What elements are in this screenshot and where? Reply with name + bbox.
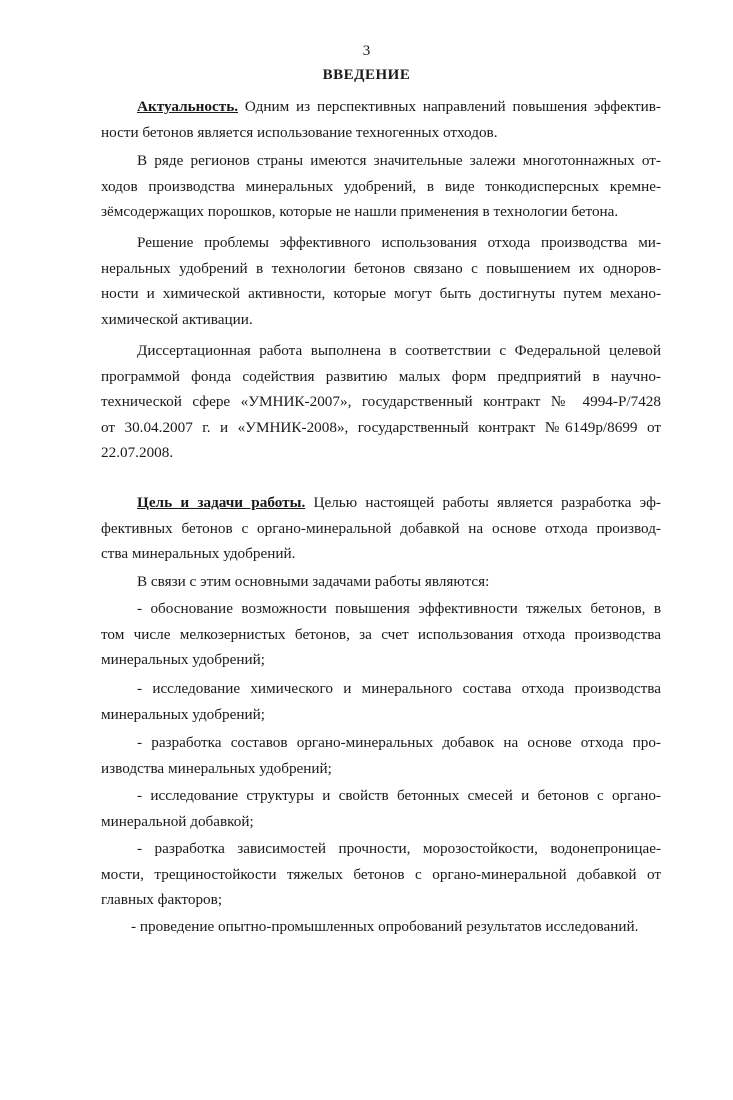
- text-line: химической активации.: [101, 310, 253, 328]
- text-line: В ряде регионов страны имеются значительные залежи многотоннажных от-: [137, 152, 661, 169]
- task-item: [101, 914, 661, 940]
- keyword-goals: Цель и задачи работы.: [137, 494, 306, 511]
- text-line: Решение проблемы эффективного использования отхода производства ми-: [137, 234, 661, 251]
- paragraph-dissertation: [101, 338, 661, 466]
- text-line: ства минеральных удобрений.: [101, 545, 296, 562]
- text-line: минеральных удобрений;: [101, 705, 265, 723]
- task-item: [101, 783, 661, 834]
- text-line: - обоснование возможности повышения эффективности тяжелых бетонов, в: [137, 600, 661, 617]
- text-line: [101, 490, 661, 516]
- paragraph-tasks-intro: [101, 569, 661, 595]
- text-line: В связи с этим основными задачами работы являются:: [137, 573, 490, 590]
- text-line: [101, 94, 661, 120]
- paragraph-goals: [101, 490, 661, 567]
- keyword-relevance: Актуальность.: [137, 98, 239, 115]
- text-line: ходов производства минеральных удобрений, в виде тонкодисперсных кремне-: [101, 177, 661, 195]
- text-line: том числе мелкозернистых бетонов, за счет использования отхода производства: [101, 625, 661, 643]
- text-line: технической сфере «УМНИК-2007», государственный контракт № 4994-Р/7428: [101, 393, 661, 410]
- text-line: 22.07.2008.: [101, 444, 174, 461]
- task-item: [101, 596, 661, 673]
- text-line: главных факторов;: [101, 891, 223, 908]
- text-line: программой фонда содействия развитию малых форм предприятий в научно-: [101, 367, 661, 385]
- text-fragment: Целью настоящей работы является разработка эф-: [305, 494, 661, 511]
- task-item: [101, 836, 661, 913]
- text-line: - исследование структуры и свойств бетонных смесей и бетонов с органо-: [137, 787, 661, 804]
- page-number: 3: [362, 43, 371, 59]
- text-line: изводства минеральных удобрений;: [101, 759, 332, 777]
- text-line: - проведение опытно-промышленных опробований результатов исследований.: [131, 918, 639, 935]
- paragraph-relevance: [101, 94, 661, 145]
- text-line: ности и химической активности, которые могут быть достигнуты путем механо-: [101, 285, 661, 302]
- text-line: Диссертационная работа выполнена в соответствии с Федеральной целевой: [137, 342, 661, 359]
- text-line: зёмсодержащих порошков, которые не нашли применения в технологии бетона.: [101, 203, 619, 220]
- text-line: неральных удобрений в технологии бетонов связано с повышением их одноров-: [101, 259, 661, 277]
- page-title: ВВЕДЕНИЕ: [322, 67, 411, 83]
- text-line: - исследование химического и минерального состава отхода производства: [137, 680, 661, 697]
- text-line: ности бетонов является использование техногенных отходов.: [101, 123, 498, 141]
- text-line: от 30.04.2007 г. и «УМНИК-2008», государственный контракт №6149р/8699 от: [101, 418, 661, 436]
- text-line: - разработка зависимостей прочности, морозостойкости, водонепроницае-: [137, 840, 661, 857]
- text-line: мости, трещиностойкости тяжелых бетонов с органо-минеральной добавкой от: [101, 865, 661, 883]
- task-item: [101, 730, 661, 781]
- paragraph-regions: [101, 148, 661, 225]
- text-line: фективных бетонов с органо-минеральной добавкой на основе отхода производ-: [101, 519, 661, 537]
- text-line: минеральных удобрений;: [101, 651, 265, 668]
- text-line: минеральной добавкой;: [101, 812, 254, 830]
- text-fragment: Одним из перспективных направлений повышения эффектив-: [238, 98, 661, 115]
- text-line: - разработка составов органо-минеральных добавок на основе отхода про-: [137, 734, 661, 751]
- paragraph-solution: [101, 230, 661, 332]
- task-item: [101, 676, 661, 727]
